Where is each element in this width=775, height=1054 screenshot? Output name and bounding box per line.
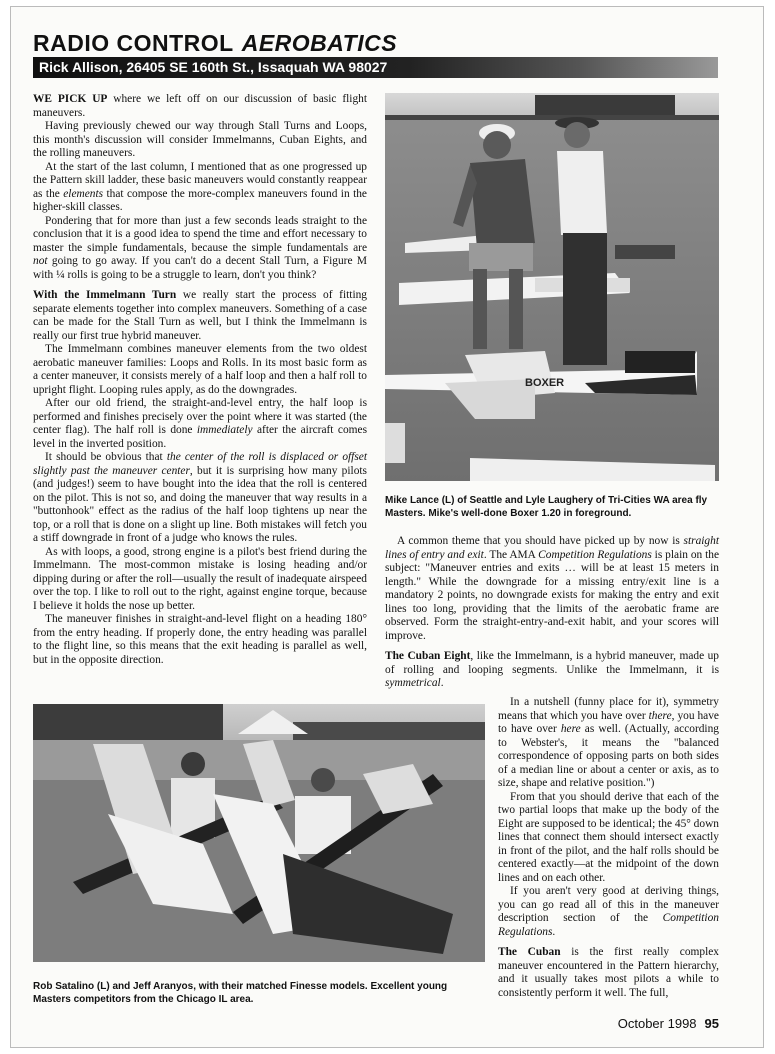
page-footer <box>618 1016 719 1031</box>
title-plain: RADIO CONTROL <box>33 30 234 56</box>
paragraph <box>385 650 719 691</box>
lead-in: WE PICK UP <box>33 93 108 105</box>
plane-label: BOXER <box>525 377 565 389</box>
paragraph <box>33 289 367 343</box>
title-italic: AEROBATICS <box>241 30 398 56</box>
text: , like the Immelmann, is a hybrid maneuver, made up of rolling and looping segments. Unlike the Immelmann, it is <box>385 650 720 676</box>
author-byline: Rick Allison, 26405 SE 160th St., Issaquah WA 98027 <box>39 59 388 75</box>
text: as well. (Actually, according to Webster's, it means the "balanced correspondence of opposing parts on both sides of a median line or about a center or axis, as to size, shape and relative position.") <box>498 723 719 789</box>
text: , but it is surprising how many pilots (and judges!) seem to have bought into the idea that the roll is centered on the pilot. This is not so, and doing the maneuver that way results in a "buttonhook" effect as the radius of the half loop tightens up near the top, or a roll that is done on a slight up line. Both mistakes will fetch you a stiff downgrade in front of a judge who knows the rules. <box>33 464 367 544</box>
text: where we left off on our discussion of basic flight maneuvers. <box>33 93 367 119</box>
text: is the first really complex maneuver encountered in the Pattern hierarchy, and it usually takes most pilots a while to consistently perform it well. The full, <box>498 946 719 999</box>
emphasis: Competition Regulations <box>538 548 652 561</box>
text: that compose the more-complex maneuvers found in the higher-skill classes. <box>33 187 367 213</box>
paragraph <box>498 946 719 1000</box>
byline-bar <box>33 57 718 78</box>
paragraph <box>33 93 367 120</box>
lead-in: The Cuban Eight <box>385 650 471 662</box>
paragraph <box>385 535 719 643</box>
paragraph: As with loops, a good, strong engine is a pilot's best friend during the Immelmann. The most-common mistake is losing heading and/or dipping during or after the roll—usually the result of inadequate airspeed over the top. I like to roll out to the right, against engine torque, because I believe it holds the nose up better. <box>33 545 367 612</box>
person-right <box>311 768 335 792</box>
left-column <box>33 93 367 667</box>
photo-finesse-models <box>33 704 485 962</box>
paragraph <box>33 215 367 283</box>
text: At the start of the last column, I mentioned that as one progressed up the Pattern skill ladder, these basic maneuvers would constantly reappear as the <box>33 160 367 200</box>
lead-in: The Cuban <box>498 946 561 958</box>
paragraph <box>33 397 367 451</box>
photo-caption: Rob Satalino (L) and Jeff Aranyos, with their matched Finesse models. Excellent young Masters competitors from the Chicago IL area. <box>33 981 448 1005</box>
text: going to go away. If you can't do a decent Stall Turn, a Figure M with ¼ rolls is going to be a struggle to learn, don't you think? <box>33 255 367 281</box>
text: It should be obvious that <box>45 451 167 463</box>
photo-caption: Mike Lance (L) of Seattle and Lyle Laughery of Tri-Cities WA area fly Masters. Mike's well-done Boxer 1.20 in foreground. <box>385 495 708 519</box>
paragraph: The Immelmann combines maneuver elements from the two oldest aerobatic maneuver families: Loops and Rolls. In its most basic form as a center maneuver, it consists merely of a half loop and then a half roll to upright flight. Looping rules apply, as do the downgrades. <box>33 343 367 396</box>
emphasis: not <box>33 255 48 267</box>
emphasis: straight lines of entry and exit <box>385 535 719 561</box>
text: after the aircraft comes level in the inverted position. <box>33 424 367 450</box>
lower-right-column <box>498 696 719 1000</box>
issue-date: October 1998 <box>617 1016 697 1031</box>
text: we really start the process of fitting separate elements together into complex maneuvers. Something of a case can be made for the Stall Turn as well, but I think the Immelmann is really our first true hybrid maneuver. <box>33 289 367 342</box>
text: . <box>552 925 556 938</box>
text: If you aren't very good at deriving things, you can go read all of this in the maneuver description section of the <box>498 885 719 924</box>
paragraph <box>33 161 367 215</box>
photo-illustration <box>385 93 719 481</box>
treeline <box>33 704 223 740</box>
paragraph: From that you should derive that each of the two partial loops that make up the body of the Eight are supposed to be identical; the 45° down lines that connect them should intersect exactly in front of the pilot, and the half rolls should be centered exactly—at the midpoint of the down lines and on each other. <box>498 790 719 884</box>
emphasis: the center of the roll is displaced or offset slightly past the maneuver center <box>33 451 367 477</box>
right-column <box>385 535 719 691</box>
emphasis: symmetrical <box>385 677 441 689</box>
text: . <box>440 677 444 689</box>
emphasis: immediately <box>196 424 253 436</box>
emphasis: elements <box>63 187 104 200</box>
photo-illustration <box>33 704 485 962</box>
paragraph: The maneuver finishes in straight-and-level flight on a heading 180° from the entry heading. If properly done, the entry heading was parallel to the flight line, so this means that the exit heading is parallel as well, but in the opposite direction. <box>33 613 367 666</box>
column-title <box>33 30 397 57</box>
lead-in: With the Immelmann Turn <box>33 289 177 301</box>
text: Pondering that for more than just a few seconds leads straight to the conclusion that it is a good idea to spend the time and effort necessary to master the simple fundamentals, because the simple fundamentals are <box>33 214 367 254</box>
text: After our old friend, the straight-and-level entry, the half loop is performed and finishes precisely over the point where it was started (the center flag). The half roll is done <box>33 397 367 436</box>
paragraph: Having previously chewed our way through Stall Turns and Loops, this month's discussion will consider Immelmanns, Cuban Eights, and the rolling maneuvers. <box>33 120 367 159</box>
text: . The AMA <box>483 548 539 561</box>
emphasis: Competition Regulations <box>498 912 719 938</box>
text: , you have to have over <box>498 709 719 735</box>
paragraph <box>498 885 719 939</box>
text: In a nutshell (funny place for it), symmetry means that which you have over <box>498 696 719 722</box>
paragraph <box>33 451 367 546</box>
text: is plain on the subject: "Maneuver entries and exits … will be at least 15 meters in length." While the downgrade for a missing entry/exit line is a mandatory 2 points, no downgrade exists for making the entry and exit lines too long, providing that the limits of the aerobatic frame are observed. Form the straight-entry-and-exit habit, and your scores will improve. <box>385 548 720 642</box>
page-number: 95 <box>704 1016 719 1031</box>
paragraph <box>498 696 719 791</box>
person-left <box>181 752 205 776</box>
emphasis: there <box>648 709 672 722</box>
emphasis: here <box>560 723 581 735</box>
text: A common theme that you should have picked up by now is <box>397 535 684 547</box>
photo-pilots-with-boxer <box>385 93 719 481</box>
